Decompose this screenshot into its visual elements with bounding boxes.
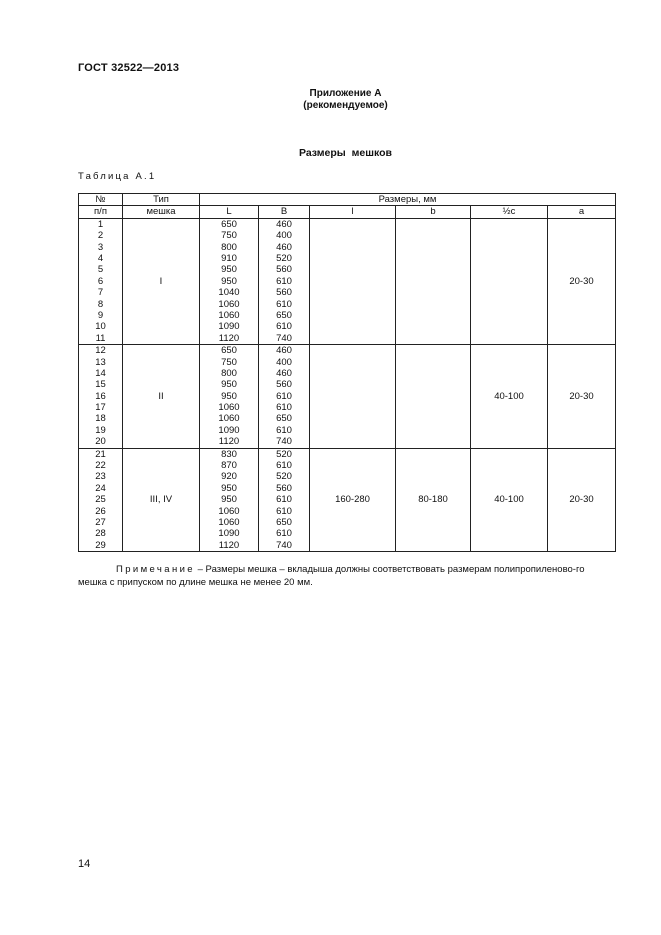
row-number-value: 23: [95, 471, 106, 483]
table-body: [79, 218, 616, 551]
note-lead: Примечание: [116, 564, 195, 575]
dim-half-c-cell: 40-100: [471, 448, 548, 552]
dim-L-value: 910: [221, 252, 237, 264]
row-number-value: 3: [97, 241, 104, 253]
dim-B-value: 520: [276, 471, 292, 483]
dim-L-value: 750: [221, 356, 237, 368]
header-L: L: [200, 206, 259, 218]
dim-L-value: 830: [221, 448, 237, 460]
table-caption: Таблица А.1: [78, 171, 157, 182]
dim-B-value: 650: [276, 413, 292, 425]
dim-b-cell: 80-180: [396, 448, 471, 552]
dim-a-cell: 20-30: [548, 218, 616, 344]
dim-a-cell: 20-30: [548, 345, 616, 449]
header-num-top: №: [79, 194, 123, 206]
standard-header: ГОСТ 32522—2013: [78, 62, 180, 74]
dim-L-value: 1090: [218, 321, 240, 333]
dim-B-cell: [259, 218, 310, 344]
dim-L-value: 1060: [218, 413, 240, 425]
header-a: a: [548, 206, 616, 218]
row-number-value: 8: [97, 298, 104, 310]
appendix-title: Приложение А: [309, 88, 382, 99]
row-number-value: 21: [95, 448, 106, 460]
row-number-value: 5: [97, 264, 104, 276]
dim-B-value: 560: [276, 264, 292, 276]
dim-L-value: 950: [221, 482, 237, 494]
header-l: l: [310, 206, 396, 218]
dim-L-value: 1120: [218, 332, 240, 344]
dim-B-value: 740: [276, 436, 292, 448]
row-number-value: 20: [95, 436, 106, 448]
row-number-value: 2: [97, 230, 104, 242]
table-row-group: [79, 345, 616, 449]
dim-L-value: 1120: [218, 436, 240, 448]
header-dimensions: Размеры, мм: [200, 194, 616, 206]
row-number-value: 12: [95, 345, 106, 357]
bag-type-cell: III, IV: [123, 448, 200, 552]
dim-L-value: 800: [221, 241, 237, 253]
header-half-c: ½c: [471, 206, 548, 218]
bag-type-cell: I: [123, 218, 200, 344]
dim-B-value: 460: [276, 218, 292, 230]
dim-L-cell: [200, 345, 259, 449]
dim-B-value: 520: [276, 252, 292, 264]
dim-B-value: 610: [276, 505, 292, 517]
row-number-cell: [79, 345, 123, 449]
appendix-subtitle: (рекомендуемое): [303, 100, 388, 111]
dim-L-cell: [200, 218, 259, 344]
appendix-heading: [0, 88, 661, 112]
row-number-value: 28: [95, 528, 106, 540]
dim-B-cell: [259, 448, 310, 552]
dim-L-cell: [200, 448, 259, 552]
row-number-cell: [79, 218, 123, 344]
row-number-value: 13: [95, 356, 106, 368]
table-row-group: [79, 448, 616, 552]
row-number-value: 7: [97, 287, 104, 299]
dim-B-value: 650: [276, 516, 292, 528]
page-number: 14: [78, 858, 91, 870]
dim-L-value: 950: [221, 275, 237, 287]
dim-B-value: 740: [276, 539, 292, 551]
row-number-value: 25: [95, 494, 106, 506]
row-number-value: 29: [95, 539, 106, 551]
dim-L-value: 1120: [218, 539, 240, 551]
row-number-value: 16: [95, 390, 106, 402]
table-header: [79, 194, 616, 219]
dim-B-value: 520: [276, 448, 292, 460]
row-number-value: 22: [95, 460, 106, 472]
dim-L-value: 950: [221, 379, 237, 391]
dim-B-value: 610: [276, 275, 292, 287]
header-type-bottom: мешка: [123, 206, 200, 218]
dim-B-value: 460: [276, 367, 292, 379]
row-number-value: 14: [95, 367, 106, 379]
dimensions-table: [78, 193, 616, 552]
header-B: B: [259, 206, 310, 218]
dim-B-value: 460: [276, 241, 292, 253]
dim-L-value: 950: [221, 390, 237, 402]
dim-B-value: 460: [276, 345, 292, 357]
header-num-bottom: п/п: [79, 206, 123, 218]
row-number-value: 11: [95, 332, 106, 344]
dim-L-value: 920: [221, 471, 237, 483]
bag-type-cell: II: [123, 345, 200, 449]
dim-B-value: 560: [276, 379, 292, 391]
row-number-value: 15: [95, 379, 106, 391]
dim-B-value: 610: [276, 494, 292, 506]
row-number-value: 19: [95, 424, 106, 436]
row-number-value: 9: [97, 309, 104, 321]
dim-B-value: 560: [276, 287, 292, 299]
table-note: [78, 563, 615, 589]
dim-L-value: 1060: [218, 516, 240, 528]
dim-half-c-cell: 40-100: [471, 345, 548, 449]
dim-B-value: 560: [276, 482, 292, 494]
dim-L-value: 1060: [218, 402, 240, 414]
dim-B-value: 610: [276, 298, 292, 310]
dim-L-value: 950: [221, 264, 237, 276]
dim-L-value: 650: [221, 345, 237, 357]
row-number-value: 6: [97, 275, 104, 287]
dim-B-value: 400: [276, 356, 292, 368]
dim-B-value: 610: [276, 460, 292, 472]
dim-L-value: 1090: [218, 528, 240, 540]
note-text: – Размеры мешка – вкладыша должны соответствовать размерам полипропиленово-го мешка с припуском по длине мешка не менее 20 мм.: [78, 564, 585, 588]
dim-l-cell: [310, 218, 396, 344]
dim-B-value: 740: [276, 332, 292, 344]
row-number-value: 26: [95, 505, 106, 517]
dim-l-cell: 160-280: [310, 448, 396, 552]
dim-l-cell: [310, 345, 396, 449]
dim-L-value: 800: [221, 367, 237, 379]
dim-L-value: 1060: [218, 298, 240, 310]
dim-b-cell: [396, 345, 471, 449]
dim-b-cell: [396, 218, 471, 344]
table-row-group: [79, 218, 616, 344]
section-title: Размеры мешков: [298, 147, 393, 159]
dim-B-value: 610: [276, 528, 292, 540]
dim-L-value: 1040: [218, 287, 240, 299]
row-number-value: 10: [95, 321, 106, 333]
row-number-value: 27: [95, 516, 106, 528]
dim-B-value: 610: [276, 402, 292, 414]
row-number-value: 1: [97, 218, 104, 230]
dim-L-value: 950: [221, 494, 237, 506]
row-number-cell: [79, 448, 123, 552]
row-number-value: 4: [97, 252, 104, 264]
dim-L-value: 750: [221, 230, 237, 242]
header-type-top: Тип: [123, 194, 200, 206]
dim-L-value: 1090: [218, 424, 240, 436]
dim-B-value: 610: [276, 390, 292, 402]
dim-a-cell: 20-30: [548, 448, 616, 552]
dim-L-value: 650: [221, 218, 237, 230]
row-number-value: 17: [95, 402, 106, 414]
dim-L-value: 870: [221, 460, 237, 472]
dim-B-value: 400: [276, 230, 292, 242]
row-number-value: 18: [95, 413, 106, 425]
header-b: b: [396, 206, 471, 218]
dim-B-value: 650: [276, 309, 292, 321]
dim-half-c-cell: [471, 218, 548, 344]
dim-B-cell: [259, 345, 310, 449]
dim-B-value: 610: [276, 424, 292, 436]
dim-B-value: 610: [276, 321, 292, 333]
dim-L-value: 1060: [218, 505, 240, 517]
row-number-value: 24: [95, 482, 106, 494]
dim-L-value: 1060: [218, 309, 240, 321]
